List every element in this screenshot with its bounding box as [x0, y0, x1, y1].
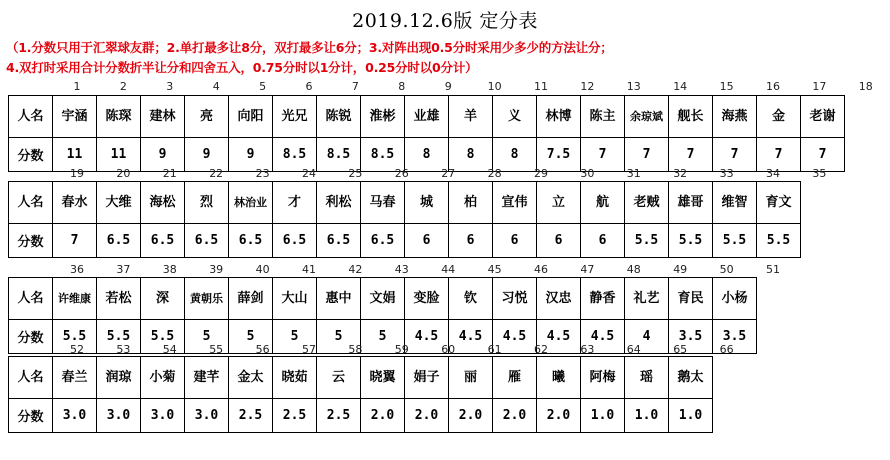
player-name-cell: 文娟: [361, 278, 405, 320]
player-score-cell: 4.5: [581, 320, 625, 354]
rules-line-2: 4.双打时采用合计分数折半让分和四舍五入，0.75分时以1分计，0.25分时以0分计）: [6, 60, 478, 75]
player-score-cell: 2.5: [273, 399, 317, 433]
player-name-cell: 海松: [141, 182, 185, 224]
column-number: 29: [534, 167, 548, 180]
player-score-cell: 1.0: [581, 399, 625, 433]
player-name-cell: 陈琛: [97, 96, 141, 138]
column-number: 49: [673, 263, 688, 276]
player-name-cell: 建芊: [185, 357, 229, 399]
player-name-cell: 曦: [537, 357, 581, 399]
player-name-cell: 立: [537, 182, 581, 224]
column-number: 28: [487, 167, 502, 180]
player-name-cell: 薛剑: [229, 278, 273, 320]
player-name-cell: 舰长: [669, 96, 713, 138]
player-name-cell: 义: [493, 96, 537, 138]
player-score-cell: 6: [581, 224, 625, 258]
player-score-cell: 11: [53, 138, 97, 172]
player-name-cell: 钦: [449, 278, 493, 320]
column-number: 39: [209, 263, 224, 276]
name-row-label: 人名: [9, 96, 53, 138]
player-name-cell: 陈锐: [317, 96, 361, 138]
player-score-cell: 5: [229, 320, 273, 354]
column-number: 2: [119, 80, 127, 93]
score-row: [9, 224, 801, 258]
column-number: 42: [348, 263, 363, 276]
column-number: 59: [394, 343, 409, 356]
player-name-cell: 若松: [97, 278, 141, 320]
column-number: 7: [351, 80, 359, 93]
column-number: 44: [441, 263, 456, 276]
name-row-label: 人名: [9, 278, 53, 320]
score-table: [8, 356, 713, 433]
player-score-cell: 4: [625, 320, 669, 354]
player-name-cell: 阿梅: [581, 357, 625, 399]
player-score-cell: 8.5: [273, 138, 317, 172]
player-score-cell: 7: [713, 138, 757, 172]
player-name-cell: 丽: [449, 357, 493, 399]
column-number: 45: [487, 263, 502, 276]
column-number: 58: [348, 343, 363, 356]
player-name-cell: 余琼斌: [625, 96, 669, 138]
column-number: 63: [580, 343, 595, 356]
column-number: 1: [73, 80, 81, 93]
player-name-cell: 羊: [449, 96, 493, 138]
column-number: 15: [719, 80, 734, 93]
player-name-cell: 金: [757, 96, 801, 138]
player-name-cell: 建林: [141, 96, 185, 138]
player-name-cell: 老贼: [625, 182, 669, 224]
player-name-cell: 林博: [537, 96, 581, 138]
player-name-cell: 春兰: [53, 357, 97, 399]
player-score-cell: 5.5: [713, 224, 757, 258]
player-name-cell: 黄朝乐: [185, 278, 229, 320]
player-score-cell: 6.5: [361, 224, 405, 258]
player-score-cell: 6: [449, 224, 493, 258]
player-name-cell: 静香: [581, 278, 625, 320]
name-row-label: 人名: [9, 357, 53, 399]
player-name-cell: 雁: [493, 357, 537, 399]
column-number: 11: [534, 80, 548, 93]
player-name-cell: 许维康: [53, 278, 97, 320]
player-score-cell: 6: [493, 224, 537, 258]
player-name-cell: 淮彬: [361, 96, 405, 138]
player-score-cell: 3.0: [97, 399, 141, 433]
player-score-cell: 7: [757, 138, 801, 172]
column-number: 60: [441, 343, 456, 356]
column-number: 61: [487, 343, 502, 356]
player-score-cell: 1.0: [625, 399, 669, 433]
player-name-cell: 业雄: [405, 96, 449, 138]
player-name-cell: 林治业: [229, 182, 273, 224]
player-name-cell: 利松: [317, 182, 361, 224]
sheet-title: 2019.12.6版 定分表: [352, 10, 538, 32]
player-score-cell: 6: [405, 224, 449, 258]
player-score-cell: 5.5: [669, 224, 713, 258]
player-name-cell: 晓茹: [273, 357, 317, 399]
player-score-cell: 9: [229, 138, 273, 172]
player-score-cell: 3.0: [141, 399, 185, 433]
column-number: 43: [394, 263, 409, 276]
score-row-label: 分数: [9, 320, 53, 354]
column-number: 4: [212, 80, 220, 93]
player-score-cell: 2.0: [449, 399, 493, 433]
score-table: [8, 181, 801, 258]
player-score-cell: 6.5: [317, 224, 361, 258]
player-name-cell: 晓翼: [361, 357, 405, 399]
column-number: 19: [70, 167, 84, 180]
player-score-cell: 4.5: [405, 320, 449, 354]
name-row: [9, 278, 757, 320]
player-score-cell: 5: [273, 320, 317, 354]
player-name-cell: 宇涵: [53, 96, 97, 138]
column-number: 30: [580, 167, 595, 180]
column-number: 40: [255, 263, 270, 276]
player-score-cell: 8: [405, 138, 449, 172]
player-name-cell: 云: [317, 357, 361, 399]
score-row: [9, 399, 713, 433]
column-number: 17: [812, 80, 827, 93]
rules-line-1: （1.分数只用于汇翠球友群；2.单打最多让8分，双打最多让6分；3.对阵出现0.5分时采用少多少的方法让分；: [6, 40, 613, 55]
player-score-cell: 8.5: [361, 138, 405, 172]
player-name-cell: 娟子: [405, 357, 449, 399]
player-score-cell: 7.5: [537, 138, 581, 172]
column-number: 21: [162, 167, 177, 180]
player-name-cell: 光兄: [273, 96, 317, 138]
player-score-cell: 9: [185, 138, 229, 172]
player-score-cell: 7: [801, 138, 845, 172]
player-score-cell: 1.0: [669, 399, 713, 433]
column-number: 53: [116, 343, 131, 356]
column-number: 26: [394, 167, 409, 180]
player-score-cell: 6.5: [141, 224, 185, 258]
player-name-cell: 宣伟: [493, 182, 537, 224]
column-number: 24: [302, 167, 316, 180]
player-name-cell: 鹅太: [669, 357, 713, 399]
player-name-cell: 小杨: [713, 278, 757, 320]
player-name-cell: 大维: [97, 182, 141, 224]
score-table: [8, 95, 845, 172]
player-name-cell: 习悦: [493, 278, 537, 320]
player-score-cell: 4.5: [449, 320, 493, 354]
player-score-cell: 2.0: [537, 399, 581, 433]
player-name-cell: 海燕: [713, 96, 757, 138]
column-number: 9: [444, 80, 452, 93]
player-name-cell: 航: [581, 182, 625, 224]
column-number: 34: [766, 167, 780, 180]
player-score-cell: 3.5: [713, 320, 757, 354]
column-number: 56: [255, 343, 270, 356]
player-score-cell: 6.5: [229, 224, 273, 258]
player-score-cell: 5: [317, 320, 361, 354]
player-score-cell: 6.5: [97, 224, 141, 258]
column-number: 25: [348, 167, 363, 180]
player-score-cell: 2.0: [405, 399, 449, 433]
column-number: 32: [673, 167, 688, 180]
player-name-cell: 惠中: [317, 278, 361, 320]
player-name-cell: 润琼: [97, 357, 141, 399]
name-row-label: 人名: [9, 182, 53, 224]
player-score-cell: 8: [449, 138, 493, 172]
column-number: 31: [626, 167, 641, 180]
player-score-cell: 5.5: [97, 320, 141, 354]
player-score-cell: 3.5: [669, 320, 713, 354]
player-score-cell: 8: [493, 138, 537, 172]
column-number: 46: [534, 263, 548, 276]
player-score-cell: 5: [185, 320, 229, 354]
column-number: 10: [487, 80, 502, 93]
player-score-cell: 5.5: [757, 224, 801, 258]
player-name-cell: 深: [141, 278, 185, 320]
column-number: 3: [166, 80, 174, 93]
column-number: 12: [580, 80, 595, 93]
column-number: 33: [719, 167, 734, 180]
player-score-cell: 5.5: [141, 320, 185, 354]
player-score-cell: 7: [669, 138, 713, 172]
player-score-cell: 5: [361, 320, 405, 354]
player-name-cell: 陈主: [581, 96, 625, 138]
player-score-cell: 6: [537, 224, 581, 258]
player-name-cell: 向阳: [229, 96, 273, 138]
column-number: 51: [766, 263, 780, 276]
player-name-cell: 城: [405, 182, 449, 224]
player-score-cell: 4.5: [537, 320, 581, 354]
column-number: 37: [116, 263, 131, 276]
column-number: 64: [626, 343, 641, 356]
player-name-cell: 金太: [229, 357, 273, 399]
player-name-cell: 大山: [273, 278, 317, 320]
player-name-cell: 育文: [757, 182, 801, 224]
player-name-cell: 变脸: [405, 278, 449, 320]
column-number: 62: [534, 343, 548, 356]
player-name-cell: 汉忠: [537, 278, 581, 320]
player-name-cell: 马春: [361, 182, 405, 224]
score-row-label: 分数: [9, 399, 53, 433]
column-number: 8: [398, 80, 406, 93]
player-name-cell: 才: [273, 182, 317, 224]
player-name-cell: 烈: [185, 182, 229, 224]
column-number: 57: [302, 343, 316, 356]
player-score-cell: 2.0: [361, 399, 405, 433]
player-name-cell: 维智: [713, 182, 757, 224]
column-number: 36: [70, 263, 84, 276]
player-score-cell: 5.5: [53, 320, 97, 354]
name-row: [9, 357, 713, 399]
column-number: 16: [766, 80, 780, 93]
column-number: 54: [162, 343, 177, 356]
player-name-cell: 小菊: [141, 357, 185, 399]
player-name-cell: 老谢: [801, 96, 845, 138]
column-number: 22: [209, 167, 224, 180]
player-score-cell: 5.5: [625, 224, 669, 258]
column-number: 66: [719, 343, 734, 356]
player-score-cell: 2.5: [229, 399, 273, 433]
player-score-cell: 2.5: [317, 399, 361, 433]
column-number: 55: [209, 343, 224, 356]
player-score-cell: 9: [141, 138, 185, 172]
player-score-cell: 4.5: [493, 320, 537, 354]
player-score-cell: 8.5: [317, 138, 361, 172]
player-score-cell: 6.5: [273, 224, 317, 258]
player-score-cell: 3.0: [53, 399, 97, 433]
column-number: 35: [812, 167, 827, 180]
name-row: [9, 96, 845, 138]
column-number: 50: [719, 263, 734, 276]
player-score-cell: 7: [581, 138, 625, 172]
column-number: 27: [441, 167, 456, 180]
player-name-cell: 育民: [669, 278, 713, 320]
player-score-cell: 11: [97, 138, 141, 172]
column-number: 6: [305, 80, 313, 93]
player-score-cell: 6.5: [185, 224, 229, 258]
player-name-cell: 亮: [185, 96, 229, 138]
player-name-cell: 礼艺: [625, 278, 669, 320]
column-number: 18: [858, 80, 873, 93]
column-number: 47: [580, 263, 595, 276]
player-score-cell: 7: [625, 138, 669, 172]
player-score-cell: 2.0: [493, 399, 537, 433]
column-number: 14: [673, 80, 688, 93]
score-row-label: 分数: [9, 138, 53, 172]
column-number: 48: [626, 263, 641, 276]
column-number: 52: [70, 343, 84, 356]
column-number: 5: [259, 80, 267, 93]
column-number: 41: [302, 263, 316, 276]
name-row: [9, 182, 801, 224]
player-score-cell: 7: [53, 224, 97, 258]
column-number: 23: [255, 167, 270, 180]
player-score-cell: 3.0: [185, 399, 229, 433]
column-number: 20: [116, 167, 131, 180]
score-row-label: 分数: [9, 224, 53, 258]
column-number: 65: [673, 343, 688, 356]
player-name-cell: 瑶: [625, 357, 669, 399]
column-number: 13: [626, 80, 641, 93]
player-name-cell: 雄哥: [669, 182, 713, 224]
player-name-cell: 柏: [449, 182, 493, 224]
column-number: 38: [162, 263, 177, 276]
player-name-cell: 春水: [53, 182, 97, 224]
